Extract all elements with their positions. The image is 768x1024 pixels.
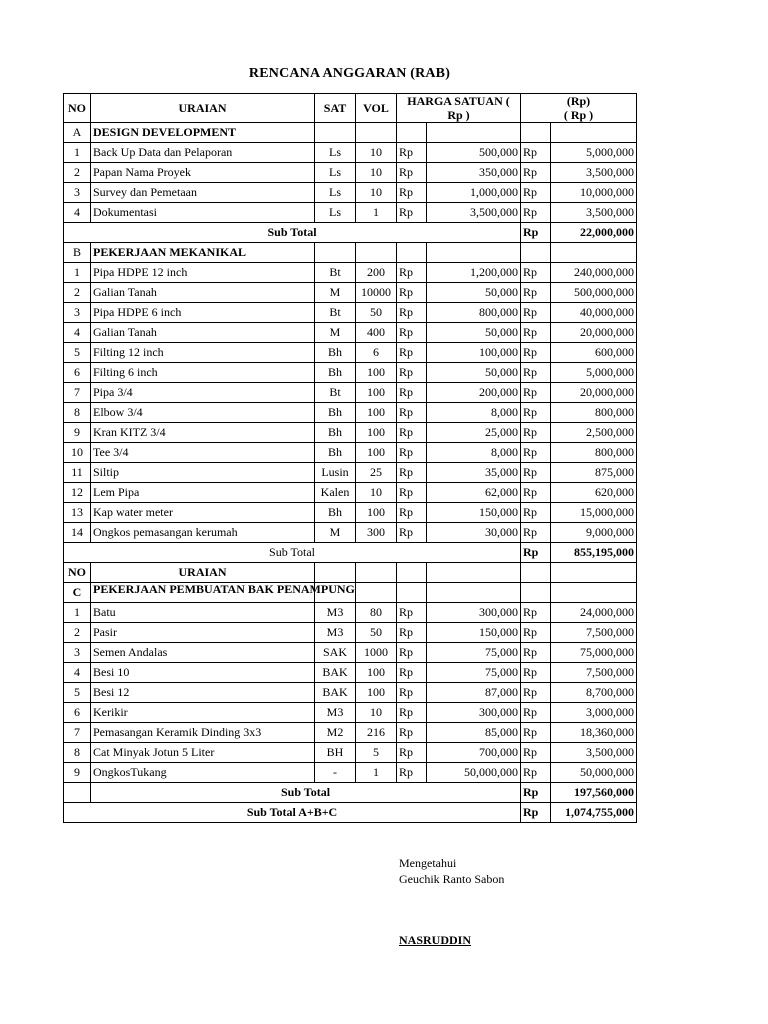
document-title: RENCANA ANGGARAN (RAB) [248, 66, 451, 81]
item-unit: Bh [315, 343, 356, 363]
item-no: 2 [64, 623, 91, 643]
item-no: 2 [64, 283, 91, 303]
item-no: 3 [64, 183, 91, 203]
table-row [64, 483, 637, 503]
item-unit-price: 1,200,000 [427, 263, 521, 283]
section-c-column-header-row [64, 563, 637, 583]
item-unit-price: 150,000 [427, 503, 521, 523]
item-total: 9,000,000 [551, 523, 637, 543]
item-description: Pemasangan Keramik Dinding 3x3 [91, 723, 315, 743]
table-row [64, 143, 637, 163]
table-row [64, 423, 637, 443]
item-unit: Bh [315, 403, 356, 423]
section-b-header-row [64, 243, 637, 263]
section-letter: C [64, 583, 91, 603]
section-name: PEKERJAAN PEMBUATAN BAK PENAMPUNG [91, 583, 315, 603]
section-letter: B [64, 243, 91, 263]
subtotal-row-c [64, 783, 637, 803]
item-total: 875,000 [551, 463, 637, 483]
table-row [64, 263, 637, 283]
subtotal-label: Sub Total [64, 543, 521, 563]
currency: Rp [397, 403, 427, 423]
item-total: 10,000,000 [551, 183, 637, 203]
item-unit: M3 [315, 623, 356, 643]
item-description: Back Up Data dan Pelaporan [91, 143, 315, 163]
table-row [64, 643, 637, 663]
table-row [64, 763, 637, 783]
item-volume: 100 [356, 503, 397, 523]
table-row [64, 343, 637, 363]
item-total: 15,000,000 [551, 503, 637, 523]
item-unit: M3 [315, 603, 356, 623]
item-unit: Lusin [315, 463, 356, 483]
item-volume: 200 [356, 263, 397, 283]
item-volume: 1000 [356, 643, 397, 663]
item-description: Galian Tanah [91, 323, 315, 343]
item-volume: 10 [356, 163, 397, 183]
item-total: 50,000,000 [551, 763, 637, 783]
subtotal-label: Sub Total [64, 223, 521, 243]
currency: Rp [521, 383, 551, 403]
item-no: 12 [64, 483, 91, 503]
item-unit: BAK [315, 683, 356, 703]
currency: Rp [521, 423, 551, 443]
item-unit-price: 50,000,000 [427, 763, 521, 783]
item-volume: 100 [356, 423, 397, 443]
currency: Rp [521, 183, 551, 203]
item-unit: M3 [315, 703, 356, 723]
item-description: Batu [91, 603, 315, 623]
item-unit: BH [315, 743, 356, 763]
currency: Rp [521, 543, 551, 563]
currency: Rp [397, 363, 427, 383]
item-total: 8,700,000 [551, 683, 637, 703]
item-total: 3,500,000 [551, 203, 637, 223]
currency: Rp [521, 723, 551, 743]
item-total: 600,000 [551, 343, 637, 363]
item-total: 800,000 [551, 403, 637, 423]
item-no: 4 [64, 323, 91, 343]
header-total-line1: (Rp) [566, 94, 591, 108]
currency: Rp [521, 323, 551, 343]
item-no: 10 [64, 443, 91, 463]
item-description: Pipa 3/4 [91, 383, 315, 403]
item-total: 800,000 [551, 443, 637, 463]
item-total: 40,000,000 [551, 303, 637, 323]
item-unit-price: 50,000 [427, 363, 521, 383]
grand-total-label: Sub Total A+B+C [64, 803, 521, 823]
currency: Rp [397, 723, 427, 743]
currency: Rp [521, 463, 551, 483]
item-total: 5,000,000 [551, 363, 637, 383]
currency: Rp [521, 163, 551, 183]
item-volume: 100 [356, 663, 397, 683]
currency: Rp [521, 763, 551, 783]
table-row [64, 443, 637, 463]
item-unit-price: 800,000 [427, 303, 521, 323]
table-row [64, 603, 637, 623]
item-unit: M2 [315, 723, 356, 743]
table-row [64, 743, 637, 763]
currency: Rp [521, 283, 551, 303]
grand-total-row [64, 803, 637, 823]
table-row [64, 403, 637, 423]
header-harga-satuan [397, 94, 521, 123]
signature-acknowledged: Mengetahui [399, 856, 457, 870]
item-unit-price: 85,000 [427, 723, 521, 743]
item-unit-price: 8,000 [427, 443, 521, 463]
item-unit-price: 1,000,000 [427, 183, 521, 203]
item-unit-price: 50,000 [427, 283, 521, 303]
item-volume: 216 [356, 723, 397, 743]
table-row [64, 663, 637, 683]
item-no: 6 [64, 703, 91, 723]
item-unit-price: 30,000 [427, 523, 521, 543]
item-volume: 100 [356, 383, 397, 403]
currency: Rp [521, 703, 551, 723]
item-volume: 1 [356, 203, 397, 223]
item-volume: 80 [356, 603, 397, 623]
header-vol: VOL [356, 94, 397, 123]
currency: Rp [397, 283, 427, 303]
currency: Rp [397, 423, 427, 443]
item-unit-price: 100,000 [427, 343, 521, 363]
currency: Rp [397, 143, 427, 163]
item-unit-price: 62,000 [427, 483, 521, 503]
table-row [64, 363, 637, 383]
item-description: Besi 12 [91, 683, 315, 703]
signature-title: Geuchik Ranto Sabon [399, 872, 505, 886]
item-no: 5 [64, 343, 91, 363]
currency: Rp [521, 343, 551, 363]
item-unit-price: 200,000 [427, 383, 521, 403]
item-unit: Bt [315, 303, 356, 323]
item-unit: Bh [315, 363, 356, 383]
item-unit-price: 35,000 [427, 463, 521, 483]
item-volume: 10 [356, 183, 397, 203]
item-no: 14 [64, 523, 91, 543]
item-total: 620,000 [551, 483, 637, 503]
header-no: NO [64, 94, 91, 123]
subtotal-value: 197,560,000 [551, 783, 637, 803]
currency: Rp [397, 503, 427, 523]
item-volume: 1 [356, 763, 397, 783]
item-volume: 50 [356, 623, 397, 643]
item-total: 20,000,000 [551, 323, 637, 343]
item-no: 1 [64, 603, 91, 623]
item-description: Lem Pipa [91, 483, 315, 503]
currency: Rp [397, 763, 427, 783]
currency: Rp [397, 303, 427, 323]
currency: Rp [521, 363, 551, 383]
item-total: 18,360,000 [551, 723, 637, 743]
item-description: Besi 10 [91, 663, 315, 683]
item-unit-price: 500,000 [427, 143, 521, 163]
item-no: 2 [64, 163, 91, 183]
item-description: Dokumentasi [91, 203, 315, 223]
currency: Rp [521, 483, 551, 503]
currency: Rp [521, 803, 551, 823]
item-description: Elbow 3/4 [91, 403, 315, 423]
item-volume: 25 [356, 463, 397, 483]
item-no: 11 [64, 463, 91, 483]
header-sat: SAT [315, 94, 356, 123]
item-unit: M [315, 523, 356, 543]
item-unit-price: 350,000 [427, 163, 521, 183]
item-unit: Bh [315, 503, 356, 523]
header-harga-line1: HARGA SATUAN ( [407, 94, 510, 108]
header-no: NO [64, 563, 91, 583]
item-description: Tee 3/4 [91, 443, 315, 463]
header-uraian: URAIAN [91, 94, 315, 123]
header-total-line2: ( Rp ) [563, 108, 594, 122]
item-unit: - [315, 763, 356, 783]
currency: Rp [397, 603, 427, 623]
item-volume: 300 [356, 523, 397, 543]
currency: Rp [521, 303, 551, 323]
signature-name: NASRUDDIN [399, 933, 472, 947]
table-row [64, 683, 637, 703]
item-total: 3,500,000 [551, 163, 637, 183]
item-total: 75,000,000 [551, 643, 637, 663]
currency: Rp [397, 203, 427, 223]
currency: Rp [521, 643, 551, 663]
header-harga-line2: Rp ) [447, 108, 470, 122]
section-letter: A [64, 123, 91, 143]
item-total: 24,000,000 [551, 603, 637, 623]
currency: Rp [521, 203, 551, 223]
item-unit: Bt [315, 383, 356, 403]
item-description: Pipa HDPE 6 inch [91, 303, 315, 323]
item-volume: 10000 [356, 283, 397, 303]
item-no: 9 [64, 423, 91, 443]
section-name: PEKERJAAN MEKANIKAL [91, 243, 315, 263]
item-unit: Bh [315, 443, 356, 463]
item-no: 13 [64, 503, 91, 523]
currency: Rp [521, 523, 551, 543]
section-a-header-row [64, 123, 637, 143]
currency: Rp [521, 263, 551, 283]
currency: Rp [521, 743, 551, 763]
item-unit-price: 87,000 [427, 683, 521, 703]
item-unit: Ls [315, 163, 356, 183]
subtotal-row-a [64, 223, 637, 243]
currency: Rp [397, 163, 427, 183]
currency: Rp [397, 263, 427, 283]
table-row [64, 703, 637, 723]
item-unit-price: 8,000 [427, 403, 521, 423]
rab-table-body [64, 94, 637, 823]
item-description: Kran KITZ 3/4 [91, 423, 315, 443]
table-row [64, 723, 637, 743]
item-unit-price: 3,500,000 [427, 203, 521, 223]
item-description: Kerikir [91, 703, 315, 723]
item-unit: SAK [315, 643, 356, 663]
item-unit-price: 300,000 [427, 703, 521, 723]
item-unit: Ls [315, 203, 356, 223]
section-c-header-row [64, 583, 637, 603]
table-row [64, 623, 637, 643]
header-total [521, 94, 637, 123]
subtotal-row-b [64, 543, 637, 563]
item-volume: 100 [356, 683, 397, 703]
item-no: 8 [64, 743, 91, 763]
item-volume: 10 [356, 483, 397, 503]
table-row [64, 303, 637, 323]
header-uraian: URAIAN [91, 563, 315, 583]
item-total: 3,000,000 [551, 703, 637, 723]
table-row [64, 203, 637, 223]
item-volume: 50 [356, 303, 397, 323]
currency: Rp [397, 643, 427, 663]
currency: Rp [397, 663, 427, 683]
item-description: Ongkos pemasangan kerumah [91, 523, 315, 543]
currency: Rp [397, 743, 427, 763]
item-description: Papan Nama Proyek [91, 163, 315, 183]
item-description: Galian Tanah [91, 283, 315, 303]
currency: Rp [521, 663, 551, 683]
item-unit-price: 75,000 [427, 663, 521, 683]
item-unit-price: 150,000 [427, 623, 521, 643]
item-unit-price: 300,000 [427, 603, 521, 623]
currency: Rp [397, 523, 427, 543]
item-total: 5,000,000 [551, 143, 637, 163]
table-row [64, 463, 637, 483]
currency: Rp [397, 343, 427, 363]
item-description: Filting 12 inch [91, 343, 315, 363]
item-description: Pipa HDPE 12 inch [91, 263, 315, 283]
item-unit: M [315, 323, 356, 343]
currency: Rp [397, 483, 427, 503]
table-row [64, 323, 637, 343]
item-no: 1 [64, 263, 91, 283]
item-volume: 6 [356, 343, 397, 363]
table-row [64, 383, 637, 403]
subtotal-value: 855,195,000 [551, 543, 637, 563]
subtotal-label: Sub Total [91, 783, 521, 803]
item-description: Cat Minyak Jotun 5 Liter [91, 743, 315, 763]
grand-total-value: 1,074,755,000 [551, 803, 637, 823]
item-unit: Kalen [315, 483, 356, 503]
item-volume: 100 [356, 403, 397, 423]
rab-table [63, 93, 637, 823]
item-description: Semen Andalas [91, 643, 315, 663]
item-description: OngkosTukang [91, 763, 315, 783]
item-total: 7,500,000 [551, 623, 637, 643]
table-row [64, 183, 637, 203]
currency: Rp [521, 143, 551, 163]
item-description: Filting 6 inch [91, 363, 315, 383]
item-description: Siltip [91, 463, 315, 483]
item-unit: Ls [315, 143, 356, 163]
item-unit: BAK [315, 663, 356, 683]
currency: Rp [397, 623, 427, 643]
item-volume: 10 [356, 703, 397, 723]
currency: Rp [521, 683, 551, 703]
item-total: 240,000,000 [551, 263, 637, 283]
item-no: 7 [64, 383, 91, 403]
item-total: 500,000,000 [551, 283, 637, 303]
item-unit: Bh [315, 423, 356, 443]
item-no: 1 [64, 143, 91, 163]
currency: Rp [521, 223, 551, 243]
item-total: 7,500,000 [551, 663, 637, 683]
item-no: 5 [64, 683, 91, 703]
item-no: 9 [64, 763, 91, 783]
subtotal-value: 22,000,000 [551, 223, 637, 243]
item-unit: M [315, 283, 356, 303]
currency: Rp [521, 443, 551, 463]
currency: Rp [521, 783, 551, 803]
currency: Rp [521, 623, 551, 643]
currency: Rp [397, 183, 427, 203]
item-description: Pasir [91, 623, 315, 643]
currency: Rp [397, 703, 427, 723]
currency: Rp [521, 603, 551, 623]
currency: Rp [521, 503, 551, 523]
item-volume: 10 [356, 143, 397, 163]
currency: Rp [397, 443, 427, 463]
table-header-row [64, 94, 637, 123]
table-row [64, 503, 637, 523]
item-unit: Ls [315, 183, 356, 203]
item-unit: Bt [315, 263, 356, 283]
item-volume: 100 [356, 443, 397, 463]
currency: Rp [397, 323, 427, 343]
item-total: 3,500,000 [551, 743, 637, 763]
item-no: 4 [64, 663, 91, 683]
currency: Rp [521, 403, 551, 423]
currency: Rp [397, 463, 427, 483]
currency: Rp [397, 383, 427, 403]
item-no: 7 [64, 723, 91, 743]
currency: Rp [397, 683, 427, 703]
item-unit-price: 75,000 [427, 643, 521, 663]
item-no: 4 [64, 203, 91, 223]
item-no: 3 [64, 303, 91, 323]
item-volume: 5 [356, 743, 397, 763]
table-row [64, 523, 637, 543]
table-row [64, 283, 637, 303]
item-no: 8 [64, 403, 91, 423]
item-description: Kap water meter [91, 503, 315, 523]
item-volume: 400 [356, 323, 397, 343]
item-unit-price: 700,000 [427, 743, 521, 763]
item-description: Survey dan Pemetaan [91, 183, 315, 203]
table-row [64, 163, 637, 183]
item-total: 2,500,000 [551, 423, 637, 443]
item-no: 3 [64, 643, 91, 663]
item-volume: 100 [356, 363, 397, 383]
item-total: 20,000,000 [551, 383, 637, 403]
item-unit-price: 50,000 [427, 323, 521, 343]
section-name: DESIGN DEVELOPMENT [91, 123, 315, 143]
item-unit-price: 25,000 [427, 423, 521, 443]
item-no: 6 [64, 363, 91, 383]
